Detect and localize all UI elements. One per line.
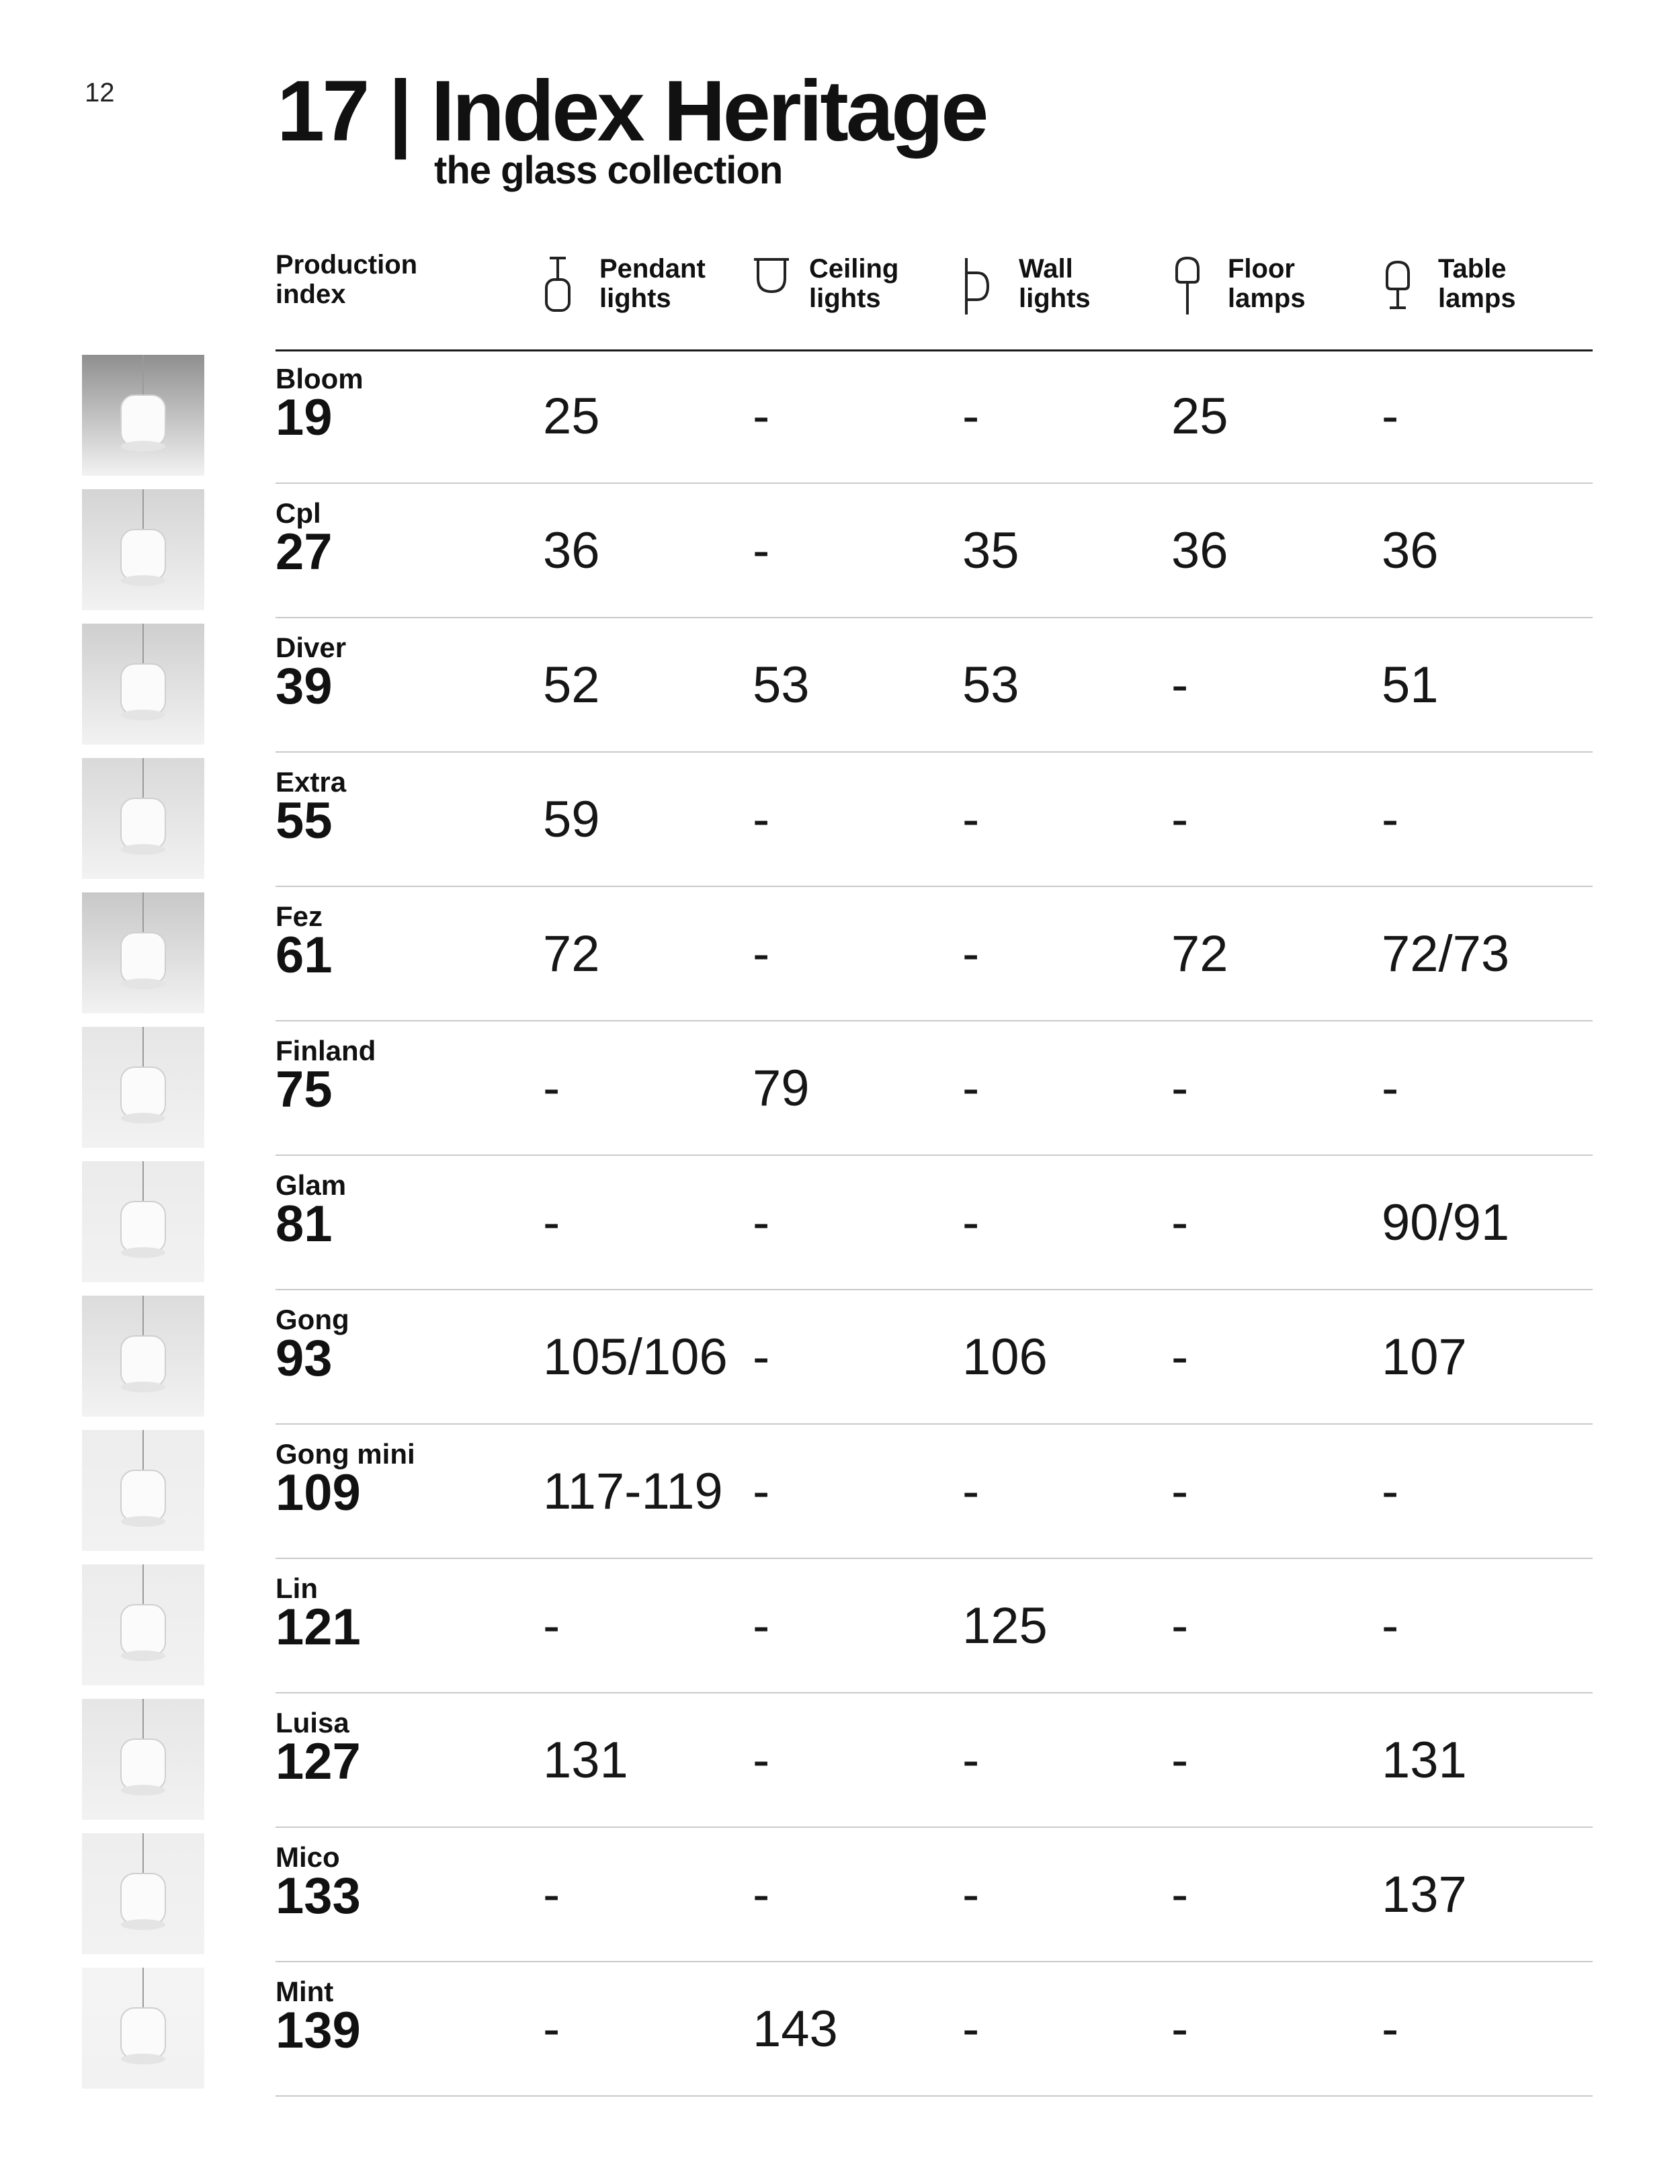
- header-pendant-label: Pendant lights: [599, 254, 706, 313]
- floor-page-cell: -: [1171, 1194, 1189, 1251]
- floor-page-cell: -: [1171, 1463, 1189, 1520]
- production-index-page: 139: [276, 2002, 361, 2059]
- lamp-image: [82, 1296, 204, 1417]
- ceiling-page-cell: -: [753, 1329, 770, 1386]
- wall-page-cell: -: [962, 388, 980, 445]
- table-page-cell: 51: [1382, 657, 1439, 714]
- wall-page-cell: 106: [962, 1329, 1048, 1386]
- wall-page-cell: -: [962, 2001, 980, 2058]
- wall-page-cell: -: [962, 1732, 980, 1789]
- table-page-cell: -: [1382, 791, 1399, 848]
- production-index-page: 109: [276, 1464, 361, 1521]
- pendant-page-cell: 117-119: [543, 1463, 723, 1520]
- table-row: [0, 1962, 1680, 2097]
- product-name: Luisa: [276, 1707, 349, 1738]
- product-name: Diver: [276, 632, 347, 663]
- title-block: [277, 63, 986, 192]
- product-thumbnail: [82, 1968, 204, 2089]
- header-wall-label: Wall lights: [1019, 254, 1091, 313]
- pendant-page-cell: 52: [543, 657, 600, 714]
- floor-page-cell: -: [1171, 1329, 1189, 1386]
- ceiling-page-cell: -: [753, 1732, 770, 1789]
- floor-page-cell: -: [1171, 657, 1189, 714]
- production-index-page: 121: [276, 1599, 361, 1656]
- table-page-cell: 131: [1382, 1732, 1467, 1789]
- wall-page-cell: -: [962, 1463, 980, 1520]
- product-name: Gong mini: [276, 1438, 415, 1470]
- table-page-cell: -: [1382, 2001, 1399, 2058]
- floor-page-cell: -: [1171, 1732, 1189, 1789]
- header-production-label: Production index: [276, 250, 418, 309]
- production-index-page: 81: [276, 1195, 333, 1253]
- table-lamp-icon: [1382, 255, 1414, 317]
- product-name: Bloom: [276, 363, 364, 394]
- pendant-lamp-icon: [543, 255, 573, 314]
- wall-page-cell: 53: [962, 657, 1019, 714]
- product-name: Mico: [276, 1841, 340, 1873]
- lamp-image: [82, 1699, 204, 1820]
- table-row: [0, 1290, 1680, 1425]
- pendant-page-cell: -: [543, 1597, 560, 1654]
- ceiling-page-cell: -: [753, 925, 770, 982]
- lamp-image: [82, 1564, 204, 1685]
- product-name: Gong: [276, 1304, 349, 1335]
- table-row: [0, 618, 1680, 753]
- lamp-image: [82, 1027, 204, 1148]
- floor-page-cell: 72: [1171, 925, 1228, 982]
- product-thumbnail: [82, 1161, 204, 1282]
- floor-page-cell: -: [1171, 1866, 1189, 1923]
- table-row: [0, 484, 1680, 618]
- production-index-page: 55: [276, 792, 333, 849]
- product-thumbnail: [82, 489, 204, 610]
- product-thumbnail: [82, 1027, 204, 1148]
- product-thumbnail: [82, 1430, 204, 1551]
- table-page-cell: 36: [1382, 522, 1439, 579]
- product-name: Mint: [276, 1976, 334, 2007]
- ceiling-page-cell: -: [753, 388, 770, 445]
- production-index-page: 75: [276, 1061, 333, 1118]
- pendant-page-cell: 72: [543, 925, 600, 982]
- pendant-page-cell: -: [543, 1194, 560, 1251]
- table-page-cell: -: [1382, 1060, 1399, 1117]
- pendant-page-cell: 59: [543, 791, 600, 848]
- table-row: [0, 349, 1680, 484]
- product-thumbnail: [82, 758, 204, 879]
- floor-lamp-icon: [1171, 255, 1204, 317]
- wall-page-cell: -: [962, 1194, 980, 1251]
- table-page-cell: -: [1382, 1597, 1399, 1654]
- production-index-page: 19: [276, 389, 333, 446]
- wall-page-cell: 35: [962, 522, 1019, 579]
- floor-page-cell: -: [1171, 1060, 1189, 1117]
- page-title: 17 | Index Heritage: [277, 63, 986, 159]
- ceiling-page-cell: 143: [753, 2001, 838, 2058]
- table-row: [0, 1156, 1680, 1290]
- pendant-page-cell: 36: [543, 522, 600, 579]
- pendant-page-cell: 131: [543, 1732, 628, 1789]
- product-thumbnail: [82, 1699, 204, 1820]
- lamp-image: [82, 489, 204, 610]
- table-row: [0, 1021, 1680, 1156]
- product-thumbnail: [82, 624, 204, 745]
- header-floor-label: Floor lamps: [1228, 254, 1306, 313]
- product-name: Finland: [276, 1035, 376, 1066]
- wall-page-cell: -: [962, 925, 980, 982]
- lamp-image: [82, 1161, 204, 1282]
- table-row: [0, 1425, 1680, 1559]
- row-divider: [276, 2095, 1593, 2097]
- product-thumbnail: [82, 355, 204, 476]
- wall-lamp-icon: [962, 255, 992, 317]
- wall-page-cell: -: [962, 791, 980, 848]
- index-table: [0, 349, 1680, 2097]
- page-number: 12: [85, 78, 115, 108]
- ceiling-page-cell: -: [753, 522, 770, 579]
- lamp-image: [82, 892, 204, 1013]
- table-row: [0, 1559, 1680, 1693]
- pendant-page-cell: -: [543, 1060, 560, 1117]
- pendant-page-cell: 105/106: [543, 1329, 728, 1386]
- floor-page-cell: 36: [1171, 522, 1228, 579]
- lamp-image: [82, 1430, 204, 1551]
- production-index-page: 133: [276, 1867, 361, 1925]
- table-row: [0, 1828, 1680, 1962]
- product-thumbnail: [82, 892, 204, 1013]
- production-index-page: 39: [276, 658, 333, 715]
- floor-page-cell: -: [1171, 1597, 1189, 1654]
- ceiling-lamp-icon: [753, 255, 790, 296]
- product-name: Fez: [276, 900, 323, 932]
- product-name: Glam: [276, 1169, 347, 1201]
- product-name: Extra: [276, 766, 347, 798]
- table-page-cell: 137: [1382, 1866, 1467, 1923]
- table-page-cell: 72/73: [1382, 925, 1510, 982]
- product-thumbnail: [82, 1833, 204, 1954]
- table-row: [0, 1693, 1680, 1828]
- table-page-cell: 107: [1382, 1329, 1467, 1386]
- page-subtitle: the glass collection: [434, 149, 783, 192]
- table-page-cell: -: [1382, 1463, 1399, 1520]
- table-page-cell: -: [1382, 388, 1399, 445]
- pendant-page-cell: -: [543, 2001, 560, 2058]
- pendant-page-cell: -: [543, 1866, 560, 1923]
- header-table-label: Table lamps: [1438, 254, 1516, 313]
- header-ceiling-label: Ceiling lights: [809, 254, 899, 313]
- production-index-page: 27: [276, 523, 333, 581]
- product-name: Cpl: [276, 497, 321, 529]
- ceiling-page-cell: 79: [753, 1060, 810, 1117]
- lamp-image: [82, 355, 204, 476]
- product-thumbnail: [82, 1564, 204, 1685]
- production-index-page: 61: [276, 927, 333, 984]
- product-thumbnail: [82, 1296, 204, 1417]
- ceiling-page-cell: -: [753, 1194, 770, 1251]
- wall-page-cell: -: [962, 1866, 980, 1923]
- lamp-image: [82, 758, 204, 879]
- lamp-image: [82, 1968, 204, 2089]
- table-header: [276, 250, 1593, 351]
- floor-page-cell: 25: [1171, 388, 1228, 445]
- lamp-image: [82, 624, 204, 745]
- wall-page-cell: 125: [962, 1597, 1048, 1654]
- ceiling-page-cell: -: [753, 1463, 770, 1520]
- pendant-page-cell: 25: [543, 388, 600, 445]
- wall-page-cell: -: [962, 1060, 980, 1117]
- production-index-page: 127: [276, 1733, 361, 1790]
- ceiling-page-cell: 53: [753, 657, 810, 714]
- table-page-cell: 90/91: [1382, 1194, 1510, 1251]
- lamp-image: [82, 1833, 204, 1954]
- product-name: Lin: [276, 1572, 318, 1604]
- ceiling-page-cell: -: [753, 1866, 770, 1923]
- header-production-index: [276, 250, 417, 344]
- ceiling-page-cell: -: [753, 791, 770, 848]
- ceiling-page-cell: -: [753, 1597, 770, 1654]
- floor-page-cell: -: [1171, 791, 1189, 848]
- production-index-page: 93: [276, 1330, 333, 1387]
- table-row: [0, 753, 1680, 887]
- floor-page-cell: -: [1171, 2001, 1189, 2058]
- table-row: [0, 887, 1680, 1021]
